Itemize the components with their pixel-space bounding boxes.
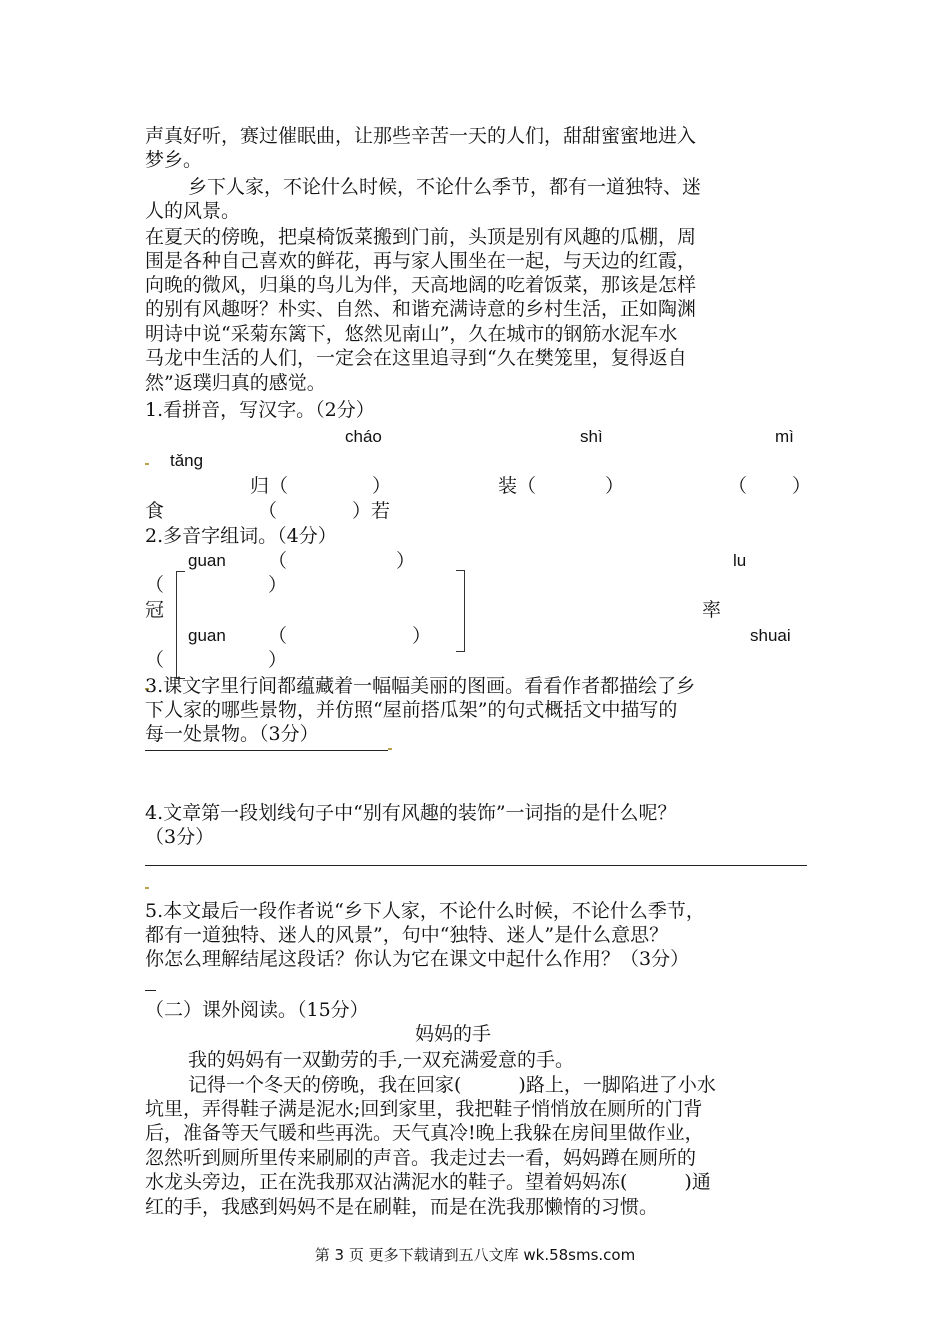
- passage-line: 乡下人家，不论什么时候，不论什么季节，都有一道独特、迷: [188, 176, 702, 198]
- answer-line[interactable]: [145, 750, 388, 751]
- q2-paren: （: [145, 574, 165, 596]
- pinyin-mi: mì: [775, 427, 794, 446]
- q2-paren: （: [145, 649, 165, 671]
- q2-guan-1: guan: [188, 551, 226, 570]
- passage-line: 围是各种自己喜欢的鲜花，再与家人围坐在一起，与天边的红霞，: [145, 250, 697, 272]
- question-3-line: 3.课文字里行间都蕴藏着一幅幅美丽的图画。看看作者都描绘了乡: [145, 675, 696, 697]
- list-marker: [145, 463, 149, 465]
- pinyin-shi: shì: [580, 427, 603, 446]
- article-line: 后，准备等天气暖和些再洗。天气真冷!晚上我躲在房间里做作业，: [145, 1122, 704, 1144]
- article-line: 红的手，我感到妈妈不是在刷鞋，而是在洗我那懒惰的习惯。: [145, 1196, 659, 1218]
- article-line: 坑里，弄得鞋子满是泥水;回到家里，我把鞋子悄悄放在厕所的门背: [145, 1098, 703, 1120]
- question-3-line: 下人家的哪些景物，并仿照“屋前搭瓜架”的句式概括文中描写的: [145, 699, 678, 721]
- q2-paren: ）: [396, 550, 416, 572]
- passage-line: 然”返璞归真的感觉。: [145, 372, 326, 394]
- q1-mi-open: （: [728, 475, 748, 497]
- q2-paren: ）: [268, 574, 288, 596]
- passage-line: 人的风景。: [145, 200, 241, 222]
- article-line: 我的妈妈有一双勤劳的手,一双充满爱意的手。: [188, 1049, 575, 1071]
- article-line: 记得一个冬天的傍晚，我在回家( )路上，一脚陷进了小水: [188, 1074, 716, 1096]
- right-brace: [456, 570, 465, 652]
- passage-line: 梦乡。: [145, 149, 203, 171]
- passage-line: 向晚的微风，归巢的鸟儿为伴，天高地阔的吃着饭菜，那该是怎样: [145, 274, 697, 296]
- q2-guan-2: guan: [188, 626, 226, 645]
- list-marker: [145, 887, 149, 889]
- q1-mi-close: ）: [792, 475, 812, 497]
- answer-line[interactable]: [145, 990, 156, 991]
- q1-zhuang-close: ）: [605, 475, 625, 497]
- q1-gui-close: ）: [372, 475, 392, 497]
- question-5-line: 你怎么理解结尾这段话？你认为它在课文中起什么作用？（3分）: [145, 948, 690, 970]
- passage-line: 明诗中说“采菊东篱下，悠然见南山”，久在城市的钢筋水泥车水: [145, 323, 678, 345]
- q1-zhuang-open: 装（: [498, 475, 537, 497]
- q2-lu: lu: [733, 551, 747, 570]
- section-2-heading: （二）课外阅读。（15分）: [145, 999, 369, 1021]
- list-marker: [388, 748, 392, 750]
- q1-tang-close: ）若: [352, 500, 391, 522]
- question-4-line: 4.文章第一段划线句子中“别有风趣的装饰”一词指的是什么呢？: [145, 802, 677, 824]
- q1-tang-open: （: [258, 500, 278, 522]
- article-line: 忽然听到厕所里传来刷刷的声音。我走过去一看，妈妈蹲在厕所的: [145, 1147, 697, 1169]
- q2-paren: （: [268, 550, 288, 572]
- question-5-line: 都有一道独特、迷人的风景”，句中“独特、迷人”是什么意思？: [145, 924, 669, 946]
- left-brace: [176, 571, 185, 679]
- question-5-line: 5.本文最后一段作者说“乡下人家，不论什么时候，不论什么季节，: [145, 900, 705, 922]
- q2-polyphone-shuai: 率: [702, 599, 722, 621]
- question-4-line: （3分）: [145, 826, 215, 848]
- q2-shuai: shuai: [750, 626, 791, 645]
- pinyin-chao: cháo: [345, 427, 382, 446]
- question-3-line: 每一处景物。（3分）: [145, 723, 319, 745]
- answer-line[interactable]: [145, 865, 807, 866]
- pinyin-tang: tǎng: [170, 451, 204, 470]
- passage-line: 在夏天的傍晚，把桌椅饭菜搬到门前，头顶是别有风趣的瓜棚，周: [145, 226, 697, 248]
- passage-line: 马龙中生活的人们，一定会在这里追寻到“久在樊笼里，复得返自: [145, 347, 687, 369]
- q2-paren: ）: [412, 625, 432, 647]
- question-1-title: 1.看拼音，写汉字。（2分）: [145, 399, 375, 421]
- page-footer: 第 3 页 更多下载请到五八文库 wk.58sms.com: [314, 1246, 636, 1264]
- q2-paren: （: [268, 625, 288, 647]
- question-2-title: 2.多音字组词。（4分）: [145, 525, 337, 547]
- q1-shi-char: 食: [145, 500, 165, 522]
- q1-gui-open: 归（: [250, 475, 289, 497]
- article-title: 妈妈的手: [415, 1023, 492, 1045]
- q2-polyphone-guan: 冠: [145, 599, 165, 621]
- passage-line: 声真好听，赛过催眠曲，让那些辛苦一天的人们，甜甜蜜蜜地进入: [145, 125, 697, 147]
- article-line: 水龙头旁边，正在洗我那双沾满泥水的鞋子。望着妈妈冻( )通: [145, 1171, 711, 1193]
- q2-paren: ）: [268, 649, 288, 671]
- passage-line: 的别有风趣呀？朴实、自然、和谐充满诗意的乡村生活，正如陶渊: [145, 298, 697, 320]
